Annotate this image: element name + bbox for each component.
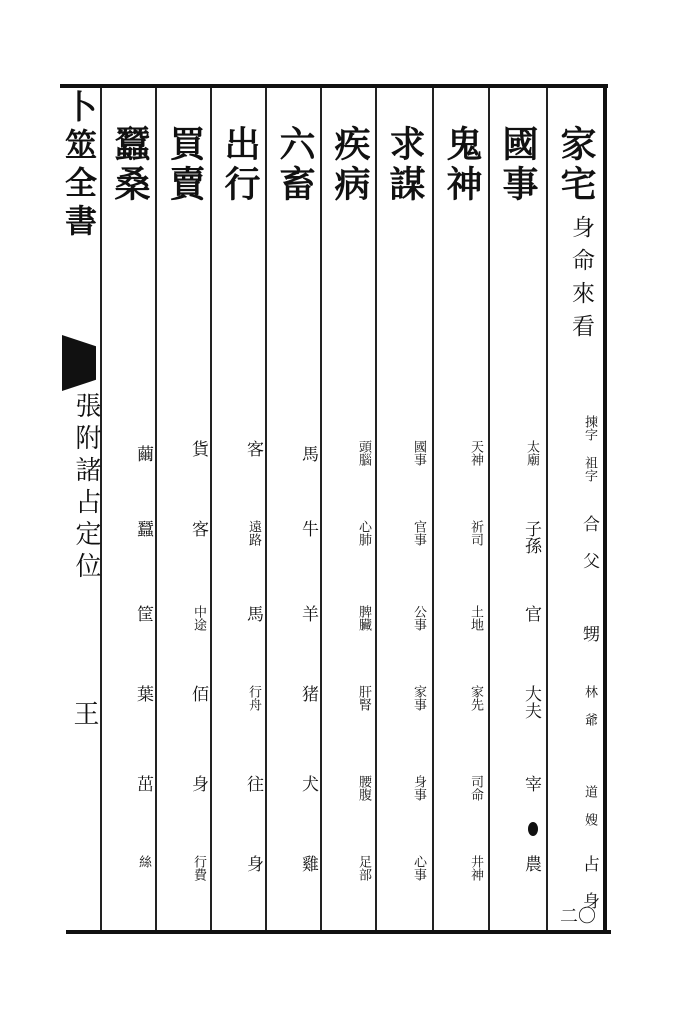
column-heading: 家宅: [555, 125, 597, 205]
table-cell: 馬: [243, 605, 263, 622]
table-cell: 司命: [468, 775, 483, 801]
table-cell: 佰: [188, 685, 208, 702]
table-cell: 筐: [133, 605, 153, 622]
table-cell: 馬: [298, 445, 318, 462]
table-cell: 官: [521, 605, 541, 622]
table-cell: 揀字 祖字: [582, 415, 597, 482]
table-cell: 天神: [468, 440, 483, 466]
table-cell: 脾臟: [356, 605, 371, 631]
table-cell: 貨: [188, 440, 208, 457]
table-cell: 身事: [411, 775, 426, 801]
column-sericulture: [102, 95, 158, 925]
table-cell: 農: [521, 855, 541, 872]
table-cell: 客: [188, 520, 208, 537]
column-illness: [322, 95, 378, 925]
table-cell: 蠶: [133, 520, 153, 537]
table-cell: 絲: [136, 855, 151, 868]
column-heading: 六畜: [274, 125, 316, 205]
table-cell: 大夫: [521, 685, 541, 719]
column-household: [548, 95, 604, 925]
column-heading: 鬼神: [441, 125, 483, 205]
table-cell: 肝腎: [356, 685, 371, 711]
frame-bottom-rule: [66, 930, 611, 934]
section-title: 張附諸占定位: [71, 392, 101, 584]
frame-top-rule: [60, 84, 608, 88]
column-spirits: [434, 95, 490, 925]
table-cell: 國事: [411, 440, 426, 466]
table-cell: 甥: [579, 625, 599, 642]
table-cell: 合 父: [579, 515, 599, 569]
table-cell: 井神: [468, 855, 483, 881]
table-cell: 宰: [521, 775, 541, 792]
column-heading: 買賣: [164, 125, 206, 205]
table-cell: 犬: [298, 775, 318, 792]
table-cell: 繭: [133, 445, 153, 462]
table-cell: 公事: [411, 605, 426, 631]
table-cell: 頭腦: [356, 440, 371, 466]
column-seeking: [377, 95, 433, 925]
table-cell: 占 身: [579, 855, 599, 909]
table-cell: 身: [243, 855, 263, 872]
table-cell: 中途: [191, 605, 206, 631]
table-cell: 身: [188, 775, 208, 792]
column-subheading: 身命來看: [568, 215, 594, 347]
table-cell: 行舟: [246, 685, 261, 711]
table-cell: 羊: [298, 605, 318, 622]
table-cell: 官事: [411, 520, 426, 546]
table-cell: 牛: [298, 520, 318, 537]
table-cell: 雞: [298, 855, 318, 872]
table-cell: 茁: [133, 775, 153, 792]
table-cell: 足部: [356, 855, 371, 881]
table-cell: 往: [243, 775, 263, 792]
table-cell: 道 嫂: [582, 785, 597, 826]
table-cell: 祈司: [468, 520, 483, 546]
column-heading: 求謀: [384, 125, 426, 205]
table-cell: 子孫: [521, 520, 541, 554]
table-cell: 葉: [133, 685, 153, 702]
column-state-affairs: [490, 95, 546, 925]
table-cell: 土地: [468, 605, 483, 631]
table-cell: 客: [243, 440, 263, 457]
table-cell: 行費: [191, 855, 206, 881]
footer-mark: 二〇: [560, 906, 596, 927]
table-cell: 家事: [411, 685, 426, 711]
ink-dot: [528, 822, 538, 836]
table-cell: 太廟: [524, 440, 539, 466]
table-cell: 腰腹: [356, 775, 371, 801]
column-heading: 出行: [219, 125, 261, 205]
column-heading: 國事: [497, 125, 539, 205]
book-title: 卜筮全書: [60, 90, 98, 242]
column-livestock: [267, 95, 323, 925]
column-trade: [157, 95, 213, 925]
table-cell: 心肺: [356, 520, 371, 546]
column-heading: 蠶桑: [109, 125, 151, 205]
page-number: 王: [69, 700, 99, 726]
table-cell: 家先: [468, 685, 483, 711]
column-heading: 疾病: [329, 125, 371, 205]
table-cell: 心事: [411, 855, 426, 881]
table-cell: 猪: [298, 685, 318, 702]
column-travel: [212, 95, 268, 925]
table-cell: 林 爺: [582, 685, 597, 726]
table-cell: 遠路: [246, 520, 261, 546]
